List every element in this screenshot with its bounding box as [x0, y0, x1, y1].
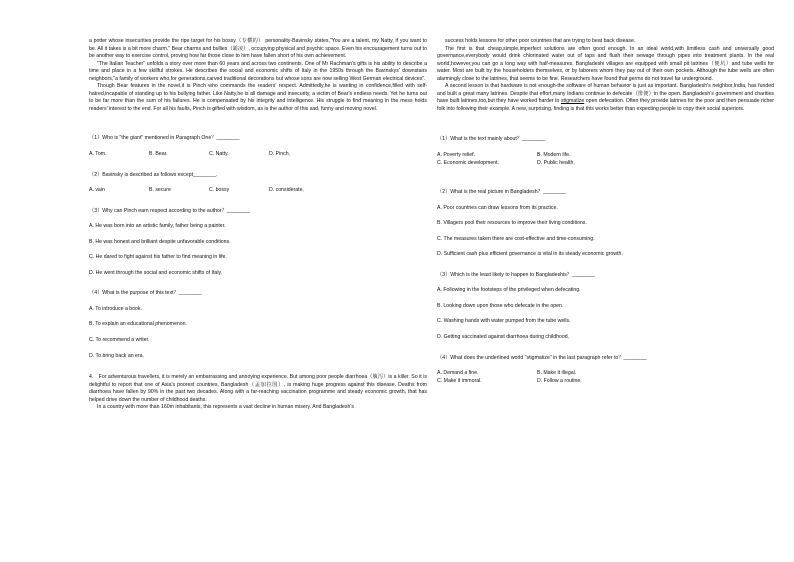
option[interactable]: D. considerate． [269, 187, 308, 194]
right-column [437, 38, 774, 385]
question-1 [89, 135, 427, 158]
option[interactable]: C. He dared to fight against his father to find meaning in life. [89, 254, 227, 261]
option[interactable]: C. To recommend a writer. [89, 337, 150, 344]
option[interactable]: D. Public health． [537, 159, 579, 166]
question-stem: （1）What is the text mainly about？________ [437, 136, 546, 143]
question-3 [437, 272, 774, 342]
option[interactable]: D. Sufficient cash plus efficient governance is vital in its steady economic growth． [437, 251, 627, 258]
option[interactable]: B. Make it illegal. [537, 370, 577, 377]
options-row [89, 187, 427, 195]
passage-paragraph: "The Italian Teacher" unfolds a story over more than 60 years and across two continents. One of Mr Rachman's gifts is his ability to describe a time and place in a few skillful strokes. He describes the social and economic shifts of Italy in the 1950s through the Bavinskys' downstairs neighbors,"a family of workers who,for generations,carved traditional decorations but whose sons are now selling West German electrical devices". [89, 60, 427, 82]
option[interactable]: C. The measures taken there are cost-effective and time-consuming. [437, 235, 595, 242]
passage-text: A second lesson is that hardware is not enough-the software of human behavior is just as important. Bangladesh's neighbor,India, has funded and built a great many latrines. Despite that effort,many Indians continue to defecate（排便）in the open. Bangladesh's government and charities have built latrines,too,but they have worked harder to [437, 83, 774, 105]
question-3 [89, 208, 427, 278]
passage-paragraph: In a country with more than 160m inhabitants, this represents a vast decline in human misery. And Bangladesh's [97, 404, 354, 411]
passage-text: open defecation. Often they provide latrines for the poor and then persuade richer folk into following their example. A new, surprising, finding is that this works better than expecting people to copy their social superiors. [437, 98, 775, 112]
option[interactable]: D. He went through the social and economic shifts of Italy． [89, 269, 227, 276]
question-2 [89, 172, 427, 195]
option[interactable]: A. Tom. [89, 151, 107, 158]
passage-paragraph: success holds lessons for other poor countries that are trying to beat back disease. [445, 38, 636, 44]
option[interactable]: C. Natty. [209, 151, 229, 158]
passage-paragraph [437, 83, 774, 113]
option[interactable]: C. Economic development. [437, 159, 499, 166]
question-1 [437, 136, 774, 167]
question-4 [437, 355, 774, 386]
option[interactable]: A. Poor countries can draw lessons from its practice. [437, 204, 558, 211]
question-stem: （2）Bavinsky is described as follows except________. [89, 171, 218, 178]
option[interactable]: B. Looking down upon those who defecate in the open. [437, 302, 564, 309]
option[interactable]: B. Bear. [149, 151, 168, 158]
option[interactable]: C. bossy [209, 187, 230, 194]
option[interactable]: C. Make it immoral. [437, 377, 482, 384]
options-row [437, 160, 774, 168]
passage-paragraph: a potter whose insecurities provide the ripe target for his bossy（专横的） personality-Bavinsky states,"You are a talent, my Natty, if you want to be. All it takes is a bit more charm." Bear charms and bullies（霸凌）, occupying physical and psychic space. Even his encouragement turns out to be another way to exercise control, proving how far those close to him have fallen short of his own achievement. [89, 38, 427, 60]
question-stem: （3）Why can Pinch earn respect according to the author？________ [89, 207, 250, 214]
passage-paragraph: The first is that cheap,simple,imperfect solutions are often good enough. In an ideal world,with limitless cash and universally good governance,everybody would drink chlorinated water out of taps and flush their sewage through pipes into treatment plants. In the real world,however,you can go a long way with half-measures. Bangladeshi villages are equipped with small pit latrines（便坑）and tube wells for water. Most are built by the householders themselves, or by laborers whom they pay out of their own pockets. Although the tube wells are often alarmingly close to the latrines, that seems to be fine. Researchers have found that germs do not travel far underground. [437, 45, 774, 82]
question-stem: （2）What is the real picture in Bangladesh？________ [437, 189, 566, 196]
option[interactable]: A. Following in the footsteps of the privileged when defecating. [437, 287, 581, 294]
options-row [437, 370, 774, 378]
option[interactable]: A. vain [89, 187, 105, 194]
question-stem: （3）Which is the least likely to happen to Bangladeshis？________ [437, 271, 596, 278]
option[interactable]: C. Washing hands with water pumped from the tube wells. [437, 318, 571, 325]
option[interactable]: A. Poverty relief. [437, 152, 476, 159]
options-row [437, 152, 774, 160]
option[interactable]: B. To explain an educational phenomenon. [89, 321, 187, 328]
question-stem: （4）What is the purpose of this text？________ [89, 290, 202, 297]
option[interactable]: D. Pinch． [269, 151, 294, 158]
option[interactable]: D. To bring back an era． [89, 352, 148, 359]
option[interactable]: D. Getting vaccinated against diarrhoea during childhood． [437, 334, 573, 341]
question-2 [437, 189, 774, 259]
option[interactable]: D. Follow a routine． [537, 377, 586, 384]
option[interactable]: B. Modern life. [537, 152, 571, 159]
question-stem: （4）What does the underlined world "stigmatize" in the last paragraph refer to？________ [437, 354, 647, 361]
underlined-word: stigmatize [560, 98, 585, 105]
option[interactable]: B. secure [149, 187, 171, 194]
passage-paragraph: Though Bear features in the novel,it is Pinch who commands the readers' respect. Admittedly,he is wanting in confidence,filled with self-hatred,incapable of standing up to his bullying father. Like Natty,he is all damage and insecurity, a victim of Bear's endless needs. Yet he turns out to be far more than the sum of his failures. He is compensated by his integrity and intelligence. His struggle to find meaning in the mess holds readers' interest to the end. For all his faults, Pinch is gifted with wisdom, as is the author of this sad, funny and moving novel. [89, 83, 427, 112]
option[interactable]: A. To introduce a book. [89, 305, 142, 312]
option[interactable]: B. He was honest and brilliant despite unfavorable conditions. [89, 238, 231, 245]
option[interactable]: B. Villagers pool their resources to improve their living conditions. [437, 220, 587, 227]
options-row [437, 378, 774, 386]
question-stem: （1）Who is "the giant" mentioned in Paragraph One？________ [89, 135, 240, 142]
option[interactable]: A. He was born into an artistic family, father being a painter. [89, 223, 226, 230]
options-row [89, 151, 427, 159]
passage-paragraph: 4. For adventurous travellers, it is merely an embarrassing and annoying experience. But among poor people diarrhoea（腹泻）is a killer. So it is delightful to report that one of Asia's poorest countries, Bangladesh（孟加拉国）, is making huge progress against this disease. Deaths from diarrhoea have fallen by 90% in the past two decades. Along with a far-reaching vaccination programme and steady economic growth, that has helped drive down the number of childhood deaths. [89, 374, 427, 403]
question-4 [89, 290, 427, 360]
option[interactable]: A. Demand a fine. [437, 370, 479, 377]
left-column [89, 38, 427, 412]
